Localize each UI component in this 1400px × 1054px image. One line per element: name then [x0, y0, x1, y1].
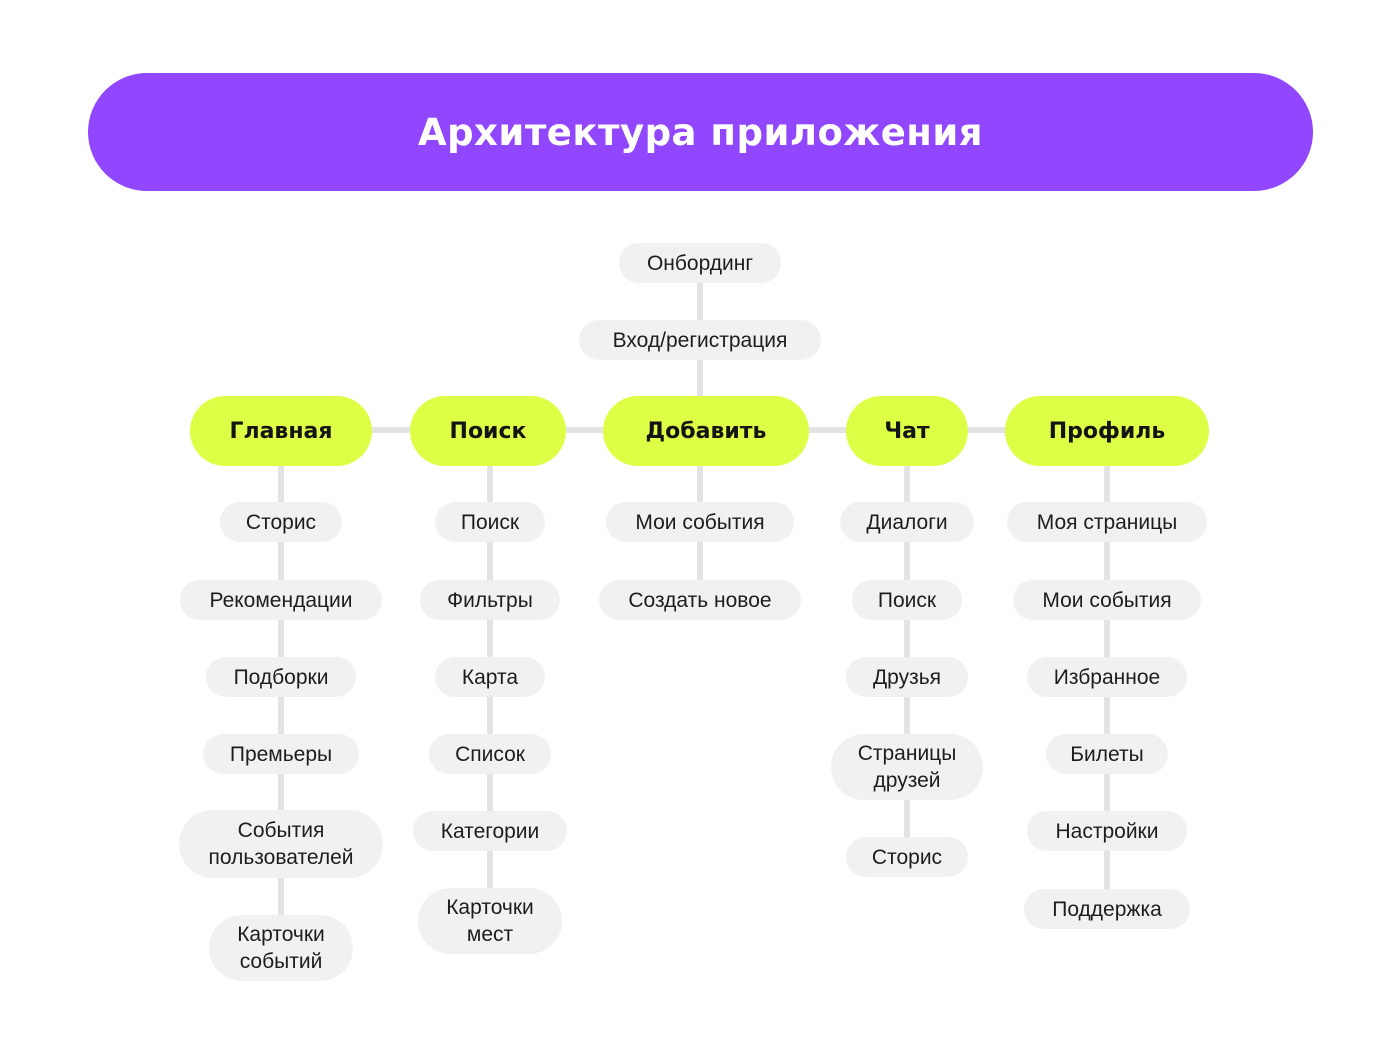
node-add-my-events[interactable]	[606, 502, 794, 542]
node-home-user-events[interactable]	[179, 810, 383, 878]
node-search-search[interactable]	[435, 502, 545, 542]
node-search-list[interactable]	[429, 734, 551, 774]
node-home-stories[interactable]	[220, 502, 342, 542]
main-node-home[interactable]	[190, 396, 372, 466]
node-home-premieres[interactable]	[203, 734, 359, 774]
node-profile-settings[interactable]	[1027, 811, 1187, 851]
node-label: Поиск	[460, 510, 520, 534]
node-label: Карточки мест	[446, 896, 534, 946]
node-chat-dialogs[interactable]	[840, 502, 974, 542]
node-add-create-new[interactable]	[599, 580, 801, 620]
node-label: Сторис	[871, 845, 943, 869]
node-profile-tickets[interactable]	[1046, 734, 1168, 774]
node-label: Профиль	[1048, 418, 1166, 444]
node-search-categories[interactable]	[413, 811, 567, 851]
node-label: Чат	[884, 418, 930, 444]
node-search-filters[interactable]	[420, 580, 560, 620]
node-label: Поиск	[877, 588, 937, 612]
node-chat-friend-pages[interactable]	[831, 734, 983, 800]
node-label: Фильтры	[447, 588, 533, 612]
node-label: Рекомендации	[209, 588, 353, 612]
node-search-place-cards[interactable]	[418, 888, 562, 954]
node-label: Карточки событий	[237, 923, 325, 973]
node-profile-favorites[interactable]	[1027, 657, 1187, 697]
node-label: Мои события	[1042, 588, 1172, 612]
node-onboarding[interactable]	[619, 243, 781, 283]
node-label: Вход/регистрация	[612, 328, 788, 352]
node-label: Создать новое	[628, 588, 772, 612]
node-label: Главная	[229, 418, 333, 444]
node-home-recommendations[interactable]	[180, 580, 382, 620]
node-label: Добавить	[645, 418, 767, 444]
page-title: Архитектура приложения	[417, 110, 984, 154]
node-label: Настройки	[1055, 819, 1159, 843]
main-node-search[interactable]	[410, 396, 566, 466]
node-home-collections[interactable]	[206, 657, 356, 697]
node-label: Поиск	[449, 418, 527, 444]
node-chat-friends[interactable]	[846, 657, 968, 697]
node-label: Диалоги	[866, 510, 948, 534]
node-label: Онбординг	[646, 251, 754, 275]
main-node-chat[interactable]	[846, 396, 968, 466]
node-label: Сторис	[245, 510, 317, 534]
node-profile-support[interactable]	[1024, 889, 1190, 929]
node-label: События пользователей	[208, 819, 354, 869]
node-label: Билеты	[1070, 742, 1144, 766]
node-label: Категории	[440, 819, 540, 843]
node-chat-stories[interactable]	[846, 837, 968, 877]
node-label: Список	[455, 742, 525, 766]
node-label: Страницы друзей	[857, 742, 957, 792]
node-label: Мои события	[635, 510, 765, 534]
node-profile-my-events[interactable]	[1013, 580, 1201, 620]
node-profile-my-page[interactable]	[1007, 502, 1207, 542]
main-node-add[interactable]	[603, 396, 809, 466]
node-label: Карта	[461, 665, 519, 689]
main-node-profile[interactable]	[1005, 396, 1209, 466]
node-chat-search[interactable]	[852, 580, 962, 620]
node-label: Поддержка	[1052, 897, 1162, 921]
node-home-event-cards[interactable]	[209, 915, 353, 981]
node-label: Премьеры	[229, 742, 333, 766]
node-login[interactable]	[579, 320, 821, 360]
node-label: Моя страницы	[1036, 510, 1178, 534]
node-search-map[interactable]	[435, 657, 545, 697]
node-label: Избранное	[1053, 665, 1161, 689]
node-label: Подборки	[233, 665, 329, 689]
node-label: Друзья	[872, 665, 942, 689]
